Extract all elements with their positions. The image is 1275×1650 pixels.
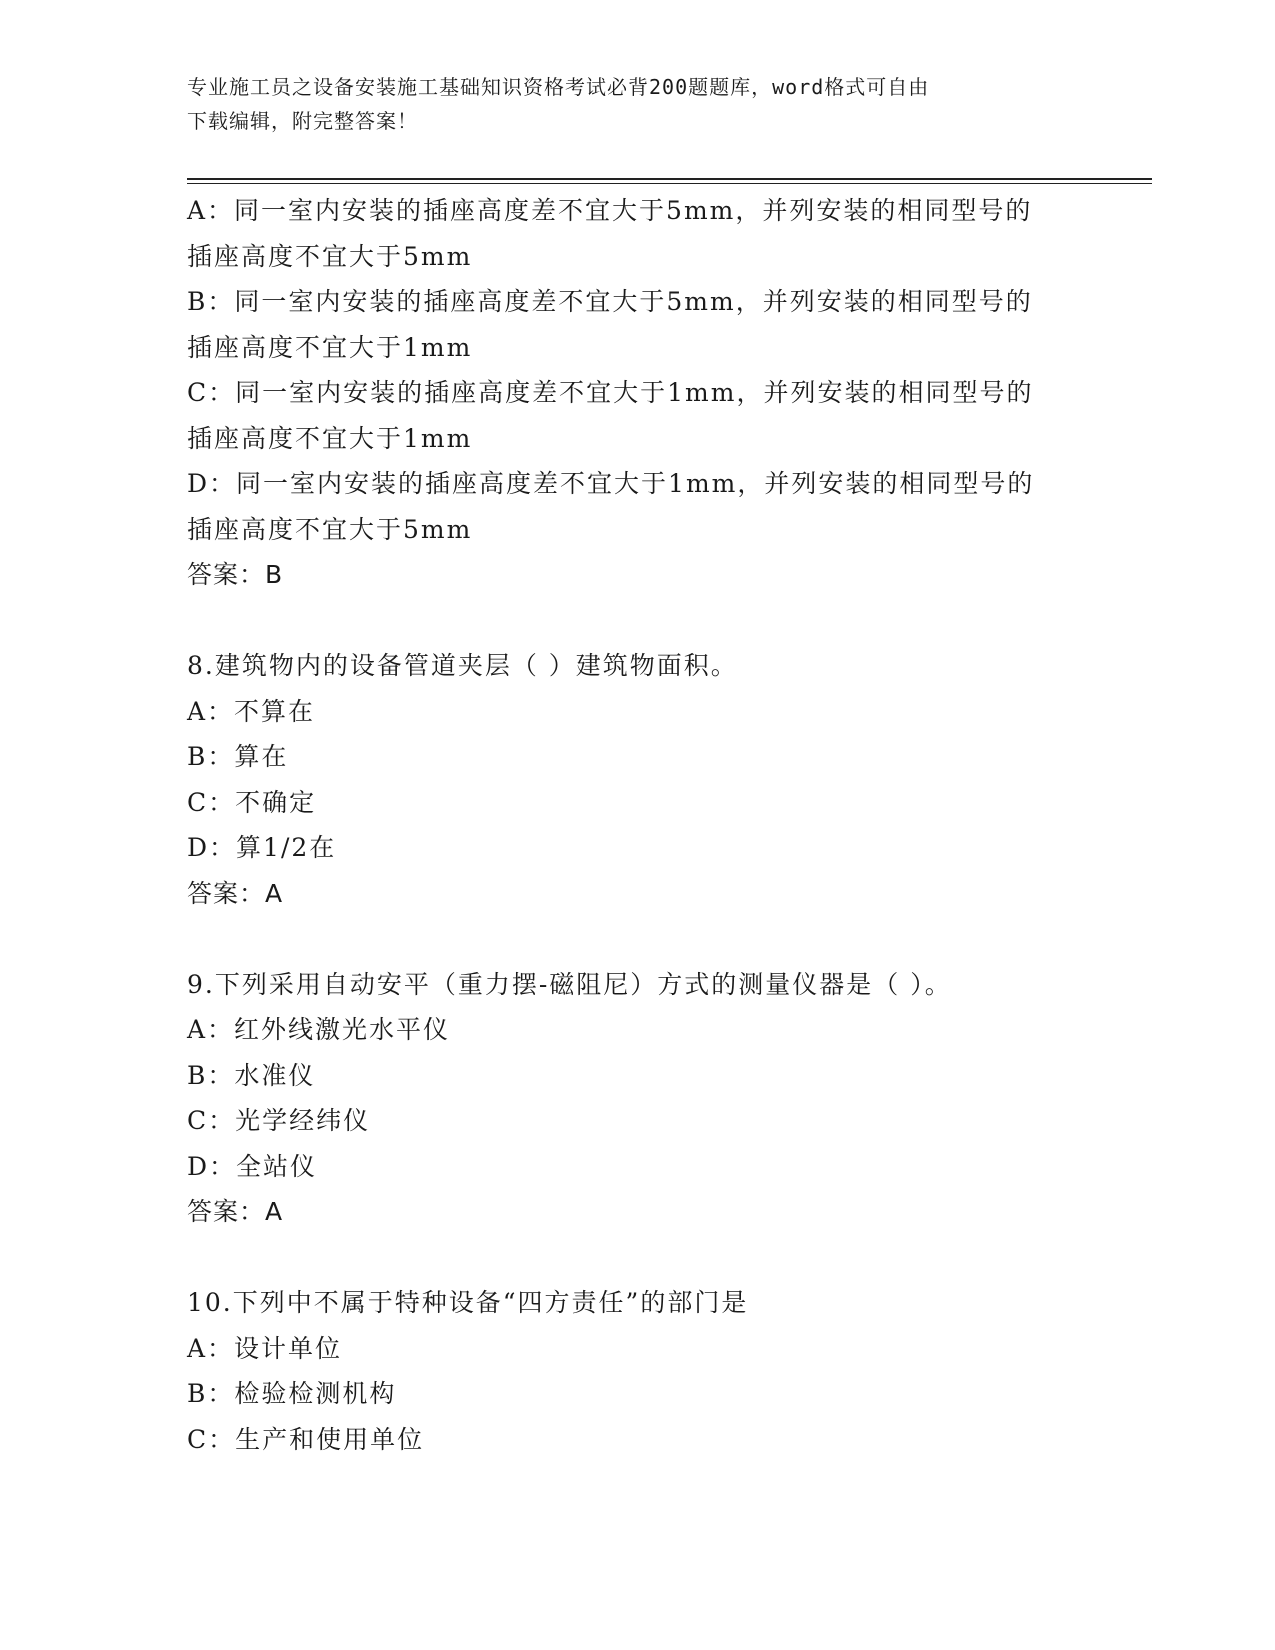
question-7-block: [187, 188, 1152, 598]
spacer: [187, 598, 1152, 644]
q9-option-d: D：全站仪: [187, 1151, 318, 1181]
q8-option-c: C：不确定: [187, 787, 317, 817]
q7-answer: 答案：B: [187, 560, 284, 589]
question-8-block: [187, 643, 1152, 916]
q7-option-b-line-2: 插座高度不宜大于1mm: [187, 332, 473, 362]
spacer: [187, 916, 1152, 962]
header-line-1: 专业施工员之设备安装施工基础知识资格考试必背200题题库，word格式可自由: [187, 75, 930, 99]
q9-question: 9.下列采用自动安平（重力摆-磁阻尼）方式的测量仪器是（ ）。: [187, 969, 952, 999]
q7-option-d-line-2: 插座高度不宜大于5mm: [187, 514, 473, 544]
q8-option-a: A：不算在: [187, 696, 316, 726]
q8-option-d: D：算1/2在: [187, 833, 337, 862]
q8-question: 8.建筑物内的设备管道夹层（ ）建筑物面积。: [187, 651, 738, 680]
question-10-block: [187, 1280, 1152, 1462]
q7-option-a-line-2: 插座高度不宜大于5mm: [187, 241, 473, 271]
q10-option-b: B：检验检测机构: [187, 1379, 397, 1408]
q7-option-b-line-1: B：同一室内安装的插座高度差不宜大于5mm，并列安装的相同型号的: [187, 287, 1033, 316]
q10-question: 10.下列中不属于特种设备“四方责任”的部门是: [187, 1288, 749, 1317]
q10-option-a: A：设计单位: [187, 1333, 343, 1363]
q8-answer: 答案：A: [187, 878, 284, 908]
header-divider-thin: [187, 183, 1152, 184]
q7-option-d-line-1: D：同一室内安装的插座高度差不宜大于1mm，并列安装的相同型号的: [187, 469, 1035, 498]
q10-option-c: C：生产和使用单位: [187, 1424, 425, 1454]
q7-option-c-line-1: C：同一室内安装的插座高度差不宜大于1mm，并列安装的相同型号的: [187, 378, 1034, 407]
question-9-block: [187, 962, 1152, 1235]
spacer: [187, 1235, 1152, 1281]
header-divider-thick: [187, 178, 1152, 180]
q9-option-b: B：水准仪: [187, 1060, 316, 1090]
document-header: [187, 70, 1087, 138]
q9-answer: 答案：A: [187, 1197, 284, 1226]
question-content: [187, 188, 1152, 1462]
q8-option-b: B：算在: [187, 742, 289, 771]
q9-option-a: A：红外线激光水平仪: [187, 1015, 451, 1044]
header-line-2: 下载编辑，附完整答案！: [187, 109, 418, 133]
q7-option-c-line-2: 插座高度不宜大于1mm: [187, 423, 473, 453]
q9-option-c: C：光学经纬仪: [187, 1106, 371, 1135]
q7-option-a-line-1: A：同一室内安装的插座高度差不宜大于5mm，并列安装的相同型号的: [187, 196, 1033, 225]
